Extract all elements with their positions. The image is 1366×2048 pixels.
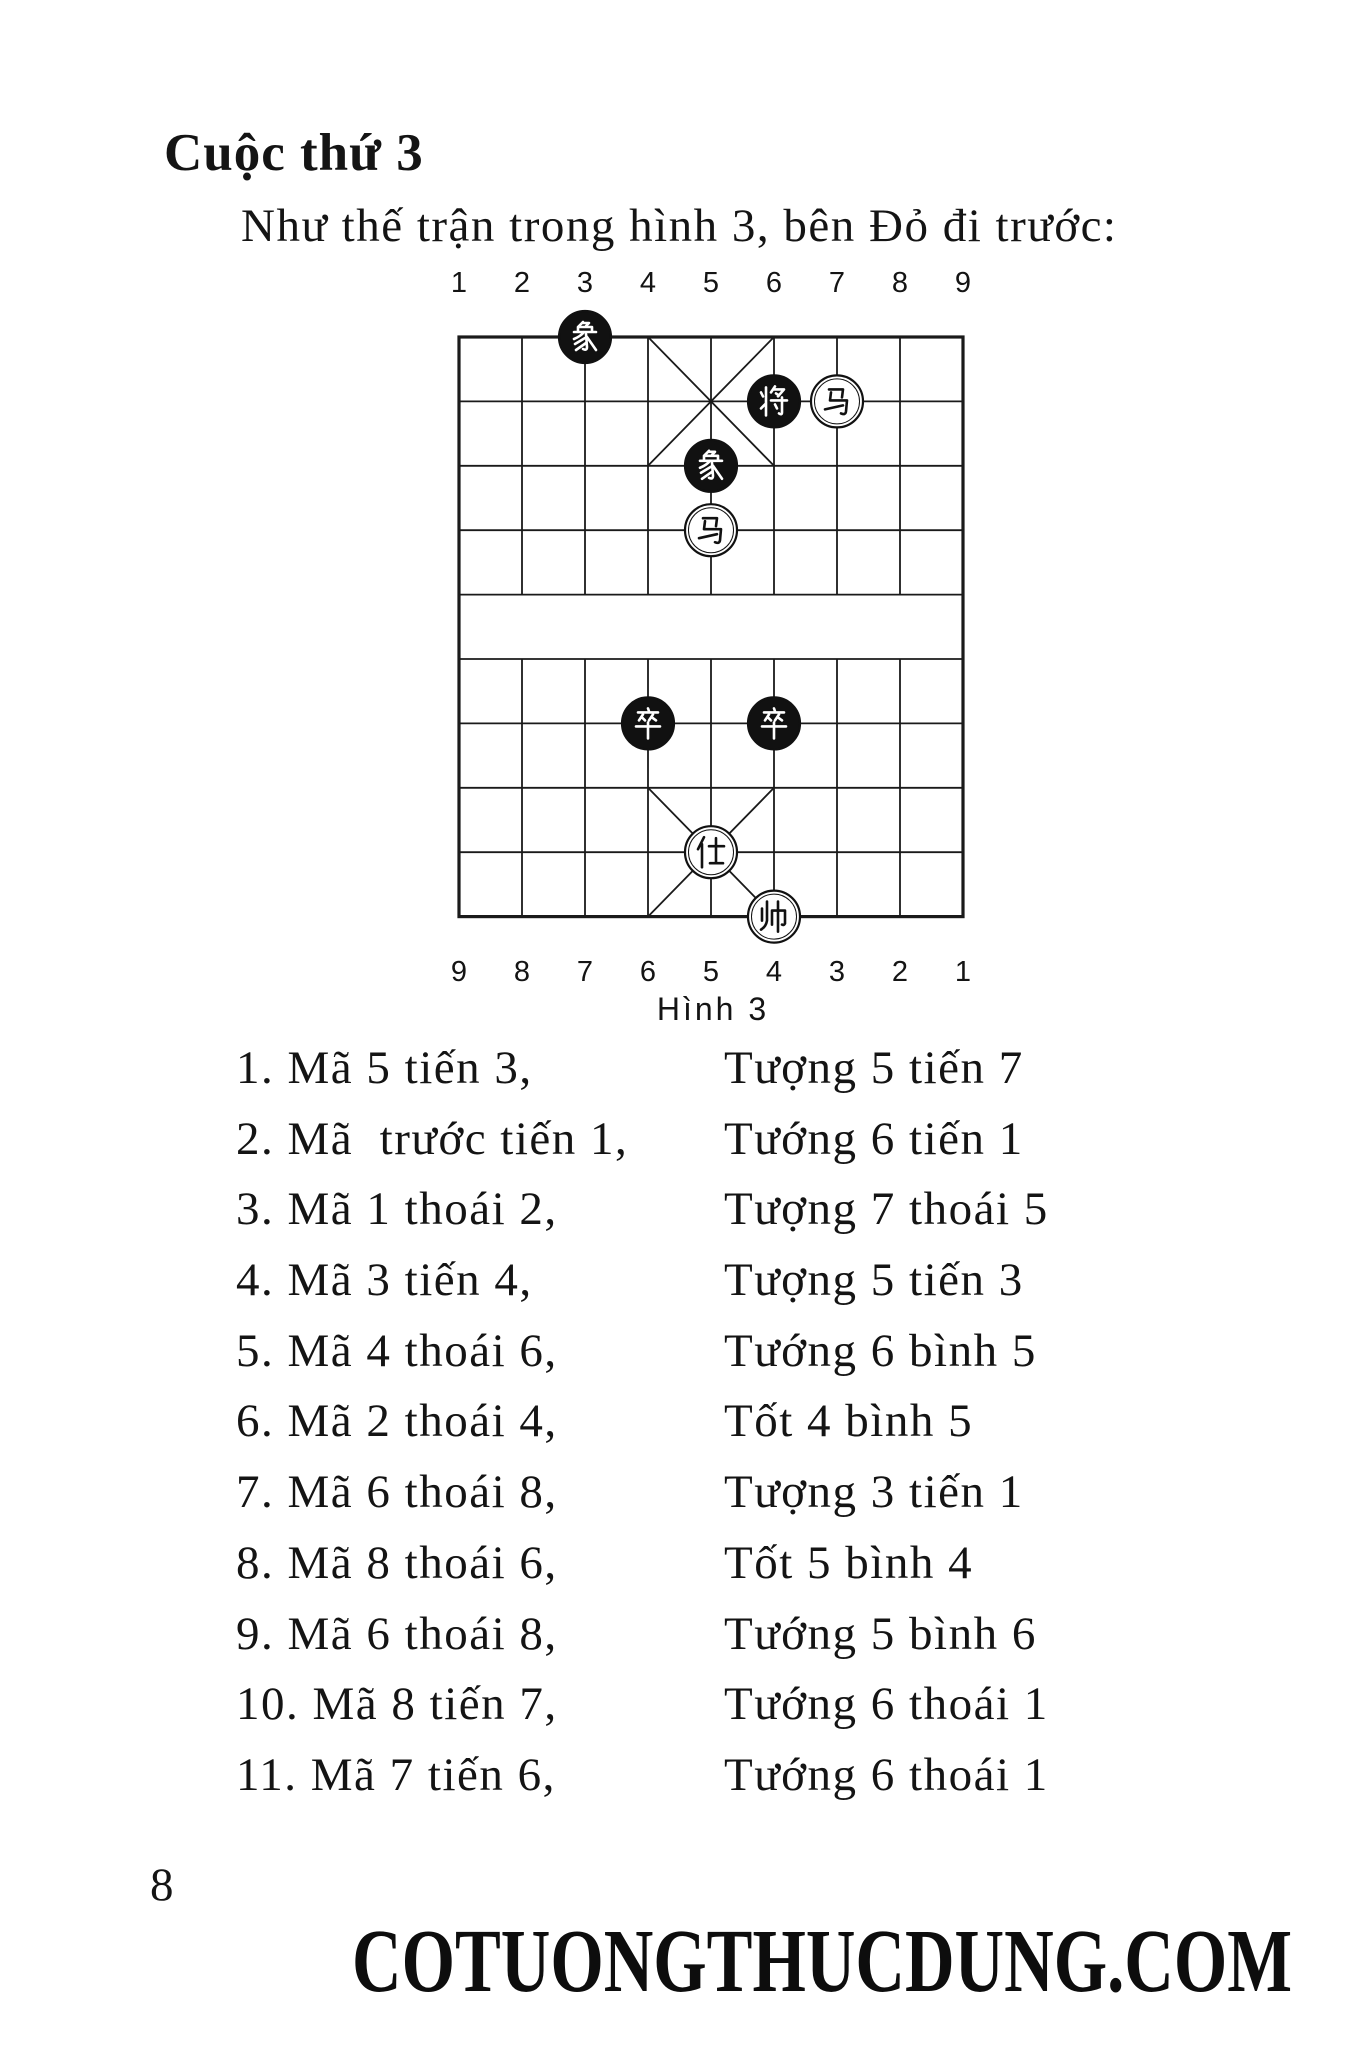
top-file-label: 5 bbox=[702, 267, 720, 299]
puzzle-title: Cuộc thứ 3 bbox=[164, 124, 424, 182]
black-soldier-piece bbox=[622, 697, 674, 749]
red-move: 3. Mã 1 thoái 2, bbox=[236, 1183, 558, 1236]
move-row bbox=[0, 1528, 1366, 1599]
figure-caption: Hình 3 bbox=[656, 991, 770, 1027]
top-file-labels bbox=[451, 267, 971, 299]
bottom-file-label: 9 bbox=[450, 956, 468, 988]
red-move: 11. Mã 7 tiến 6, bbox=[236, 1748, 556, 1801]
red-move: 5. Mã 4 thoái 6, bbox=[236, 1324, 558, 1377]
top-file-label: 3 bbox=[576, 267, 594, 299]
black-elephant-piece bbox=[559, 311, 611, 363]
red-move: 1. Mã 5 tiến 3, bbox=[236, 1042, 533, 1094]
bottom-file-label: 4 bbox=[765, 956, 783, 988]
black-move: Tượng 7 thoái 5 bbox=[724, 1183, 1049, 1236]
top-file-label: 2 bbox=[513, 267, 531, 299]
move-row bbox=[0, 1245, 1366, 1316]
black-move: Tướng 5 bình 6 bbox=[724, 1607, 1037, 1660]
black-move: Tượng 3 tiến 1 bbox=[724, 1466, 1024, 1519]
black-move: Tướng 6 tiến 1 bbox=[724, 1112, 1024, 1165]
bottom-file-label: 2 bbox=[891, 956, 909, 988]
move-row bbox=[0, 1599, 1366, 1670]
move-row bbox=[0, 1033, 1366, 1104]
black-move: Tướng 6 bình 5 bbox=[724, 1324, 1037, 1377]
top-file-label: 7 bbox=[828, 267, 846, 299]
move-row bbox=[0, 1669, 1366, 1740]
top-file-label: 8 bbox=[891, 267, 909, 299]
piece-disc bbox=[748, 891, 800, 943]
red-horse-piece bbox=[811, 375, 863, 427]
bottom-file-label: 1 bbox=[954, 956, 972, 988]
red-move: 8. Mã 8 thoái 6, bbox=[236, 1536, 558, 1589]
site-watermark bbox=[0, 1900, 1366, 2010]
piece-disc bbox=[685, 826, 737, 878]
move-row bbox=[0, 1740, 1366, 1811]
page-number: 8 bbox=[150, 1859, 174, 1911]
red-move: 6. Mã 2 thoái 4, bbox=[236, 1395, 558, 1448]
move-row bbox=[0, 1174, 1366, 1245]
puzzle-intro: Như thế trận trong hình 3, bên Đỏ đi trước: bbox=[241, 200, 1118, 252]
black-move: Tượng 5 tiến 7 bbox=[724, 1042, 1024, 1094]
bottom-file-label: 5 bbox=[702, 956, 720, 988]
red-advisor-piece bbox=[685, 826, 737, 878]
bottom-file-labels bbox=[451, 956, 971, 988]
bottom-file-label: 6 bbox=[639, 956, 657, 988]
top-file-label: 4 bbox=[639, 267, 657, 299]
move-row bbox=[0, 1457, 1366, 1528]
black-move: Tốt 5 bình 4 bbox=[724, 1536, 974, 1589]
red-horse-piece bbox=[685, 504, 737, 556]
move-row bbox=[0, 1386, 1366, 1457]
top-file-label: 1 bbox=[450, 267, 468, 299]
bottom-file-label: 7 bbox=[576, 956, 594, 988]
move-row bbox=[0, 1104, 1366, 1175]
move-row bbox=[0, 1316, 1366, 1387]
black-soldier-piece bbox=[748, 697, 800, 749]
black-move: Tốt 4 bình 5 bbox=[724, 1395, 974, 1448]
red-move: 4. Mã 3 tiến 4, bbox=[236, 1254, 533, 1307]
red-move: 10. Mã 8 tiến 7, bbox=[236, 1678, 558, 1731]
red-move: 9. Mã 6 thoái 8, bbox=[236, 1607, 558, 1660]
move-list bbox=[0, 1033, 1366, 1811]
top-file-label: 6 bbox=[765, 267, 783, 299]
top-file-label: 9 bbox=[954, 267, 972, 299]
red-marshal-piece bbox=[748, 891, 800, 943]
black-general-piece bbox=[748, 375, 800, 427]
black-elephant-piece bbox=[685, 440, 737, 492]
bottom-file-label: 8 bbox=[513, 956, 531, 988]
black-move: Tượng 5 tiến 3 bbox=[724, 1254, 1024, 1307]
bottom-file-label: 3 bbox=[828, 956, 846, 988]
black-move: Tướng 6 thoái 1 bbox=[724, 1678, 1049, 1731]
red-move: 7. Mã 6 thoái 8, bbox=[236, 1466, 558, 1519]
black-move: Tướng 6 thoái 1 bbox=[724, 1748, 1049, 1801]
red-move: 2. Mã trước tiến 1, bbox=[236, 1112, 629, 1165]
watermark-text: COTUONGTHUCDUNG.COM bbox=[352, 1912, 1292, 2010]
